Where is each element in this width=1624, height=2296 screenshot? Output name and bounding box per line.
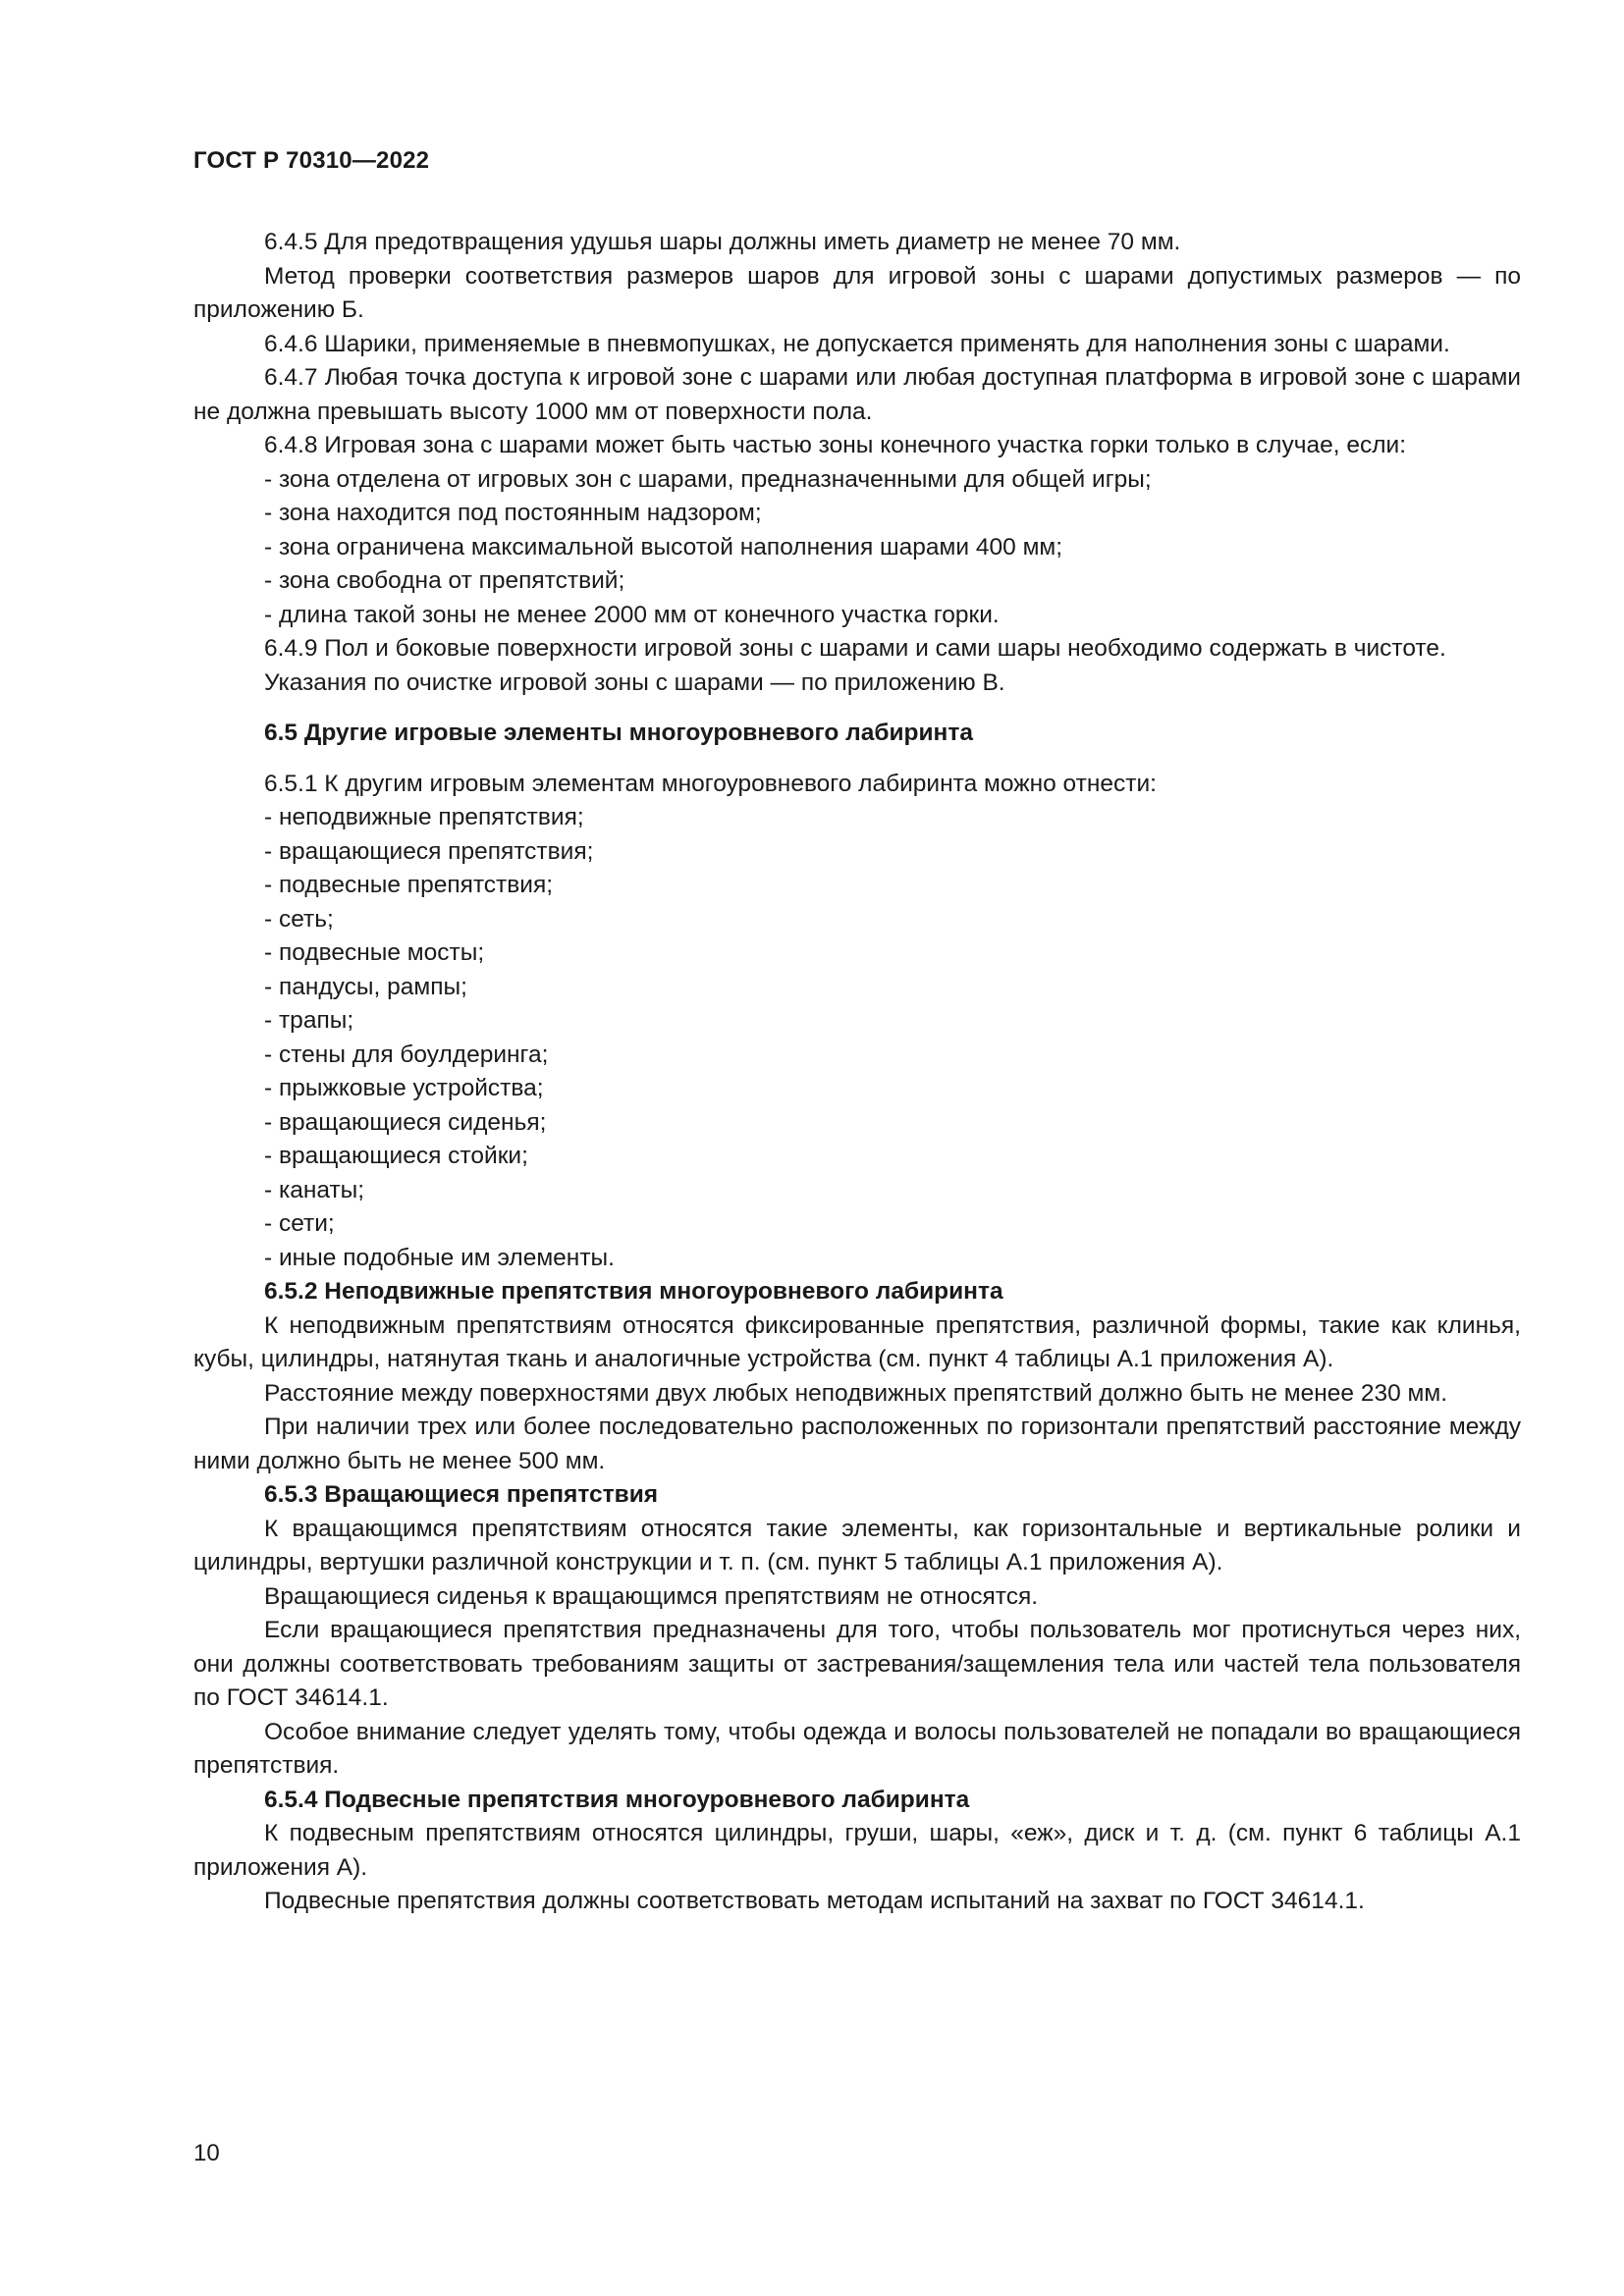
list-6-4-8: [193, 463, 1521, 633]
document-page: [193, 0, 1521, 2296]
paragraph-6-4-5-method: Метод проверки соответствия размеров шаров для игровой зоны с шарами допустимых размеров — по приложению Б.: [193, 262, 1521, 323]
paragraph-6-4-8: 6.4.8 Игровая зона с шарами может быть частью зоны конечного участка горки только в случае, если:: [264, 432, 1407, 458]
paragraph-6-5-3-d: Особое внимание следует уделять тому, чтобы одежда и волосы пользователей не попадали во вращающиеся препятствия.: [193, 1718, 1521, 1779]
paragraph-6-5-1: 6.5.1 К другим игровым элементам многоуровневого лабиринта можно отнести:: [264, 770, 1157, 797]
list-item: - канаты;: [264, 1176, 365, 1203]
list-item: - вращающиеся препятствия;: [264, 837, 594, 865]
list-item: - зона свободна от препятствий;: [264, 567, 625, 594]
list-6-5-1: [193, 801, 1521, 1275]
list-item: - длина такой зоны не менее 2000 мм от конечного участка горки.: [264, 601, 1000, 628]
list-item: - вращающиеся стойки;: [264, 1143, 528, 1169]
paragraph-6-5-2-c: При наличии трех или более последовательно расположенных по горизонтали препятствий расстояние между ними должно быть не менее 500 мм.: [193, 1414, 1521, 1474]
paragraph-6-5-2-b: Расстояние между поверхностями двух любых неподвижных препятствий должно быть не менее 230 мм.: [264, 1379, 1448, 1407]
paragraph-6-4-9: 6.4.9 Пол и боковые поверхности игровой зоны с шарами и сами шары необходимо содержать в чистоте.: [264, 635, 1446, 662]
section-heading-6-5-2: 6.5.2 Неподвижные препятствия многоуровневого лабиринта: [264, 1278, 1003, 1305]
list-item: - трапы;: [264, 1007, 354, 1034]
document-code-header: ГОСТ Р 70310—2022: [193, 147, 430, 174]
list-item: - сеть;: [264, 905, 334, 933]
list-item: - прыжковые устройства;: [264, 1075, 544, 1101]
list-item: - подвесные препятствия;: [264, 872, 554, 898]
list-item: - сети;: [264, 1210, 335, 1237]
paragraph-6-5-3-c: Если вращающиеся препятствия предназначены для того, чтобы пользователь мог протиснуться через них, они должны соответствовать требованиям защиты от застревания/защемления тела или частей тела пользователя по ГОСТ 34614.1.: [193, 1617, 1521, 1711]
list-item: - зона ограничена максимальной высотой наполнения шарами 400 мм;: [264, 533, 1063, 561]
list-item: - стены для боулдеринга;: [264, 1041, 549, 1068]
paragraph-6-5-3-a: К вращающимся препятствиям относятся такие элементы, как горизонтальные и вертикальные ролики и цилиндры, вертушки различной конструкции и т. п. (см. пункт 5 таблицы А.1 приложения А).: [193, 1515, 1521, 1575]
list-item: - зона отделена от игровых зон с шарами, предназначенными для общей игры;: [264, 465, 1152, 493]
list-item: - зона находится под постоянным надзором;: [264, 500, 762, 526]
paragraph-6-4-9-cleaning: Указания по очистке игровой зоны с шарами — по приложению В.: [264, 668, 1005, 696]
section-heading-6-5-3: 6.5.3 Вращающиеся препятствия: [264, 1481, 659, 1508]
list-item: - иные подобные им элементы.: [264, 1244, 615, 1271]
paragraph-6-5-2-a: К неподвижным препятствиям относятся фиксированные препятствия, различной формы, такие как клинья, кубы, цилиндры, натянутая ткань и аналогичные устройства (см. пункт 4 таблицы А.1 приложения А).: [193, 1311, 1521, 1372]
list-item: - вращающиеся сиденья;: [264, 1108, 547, 1136]
section-heading-6-5-4: 6.5.4 Подвесные препятствия многоуровневого лабиринта: [264, 1786, 970, 1813]
page-number: 10: [193, 2140, 220, 2166]
paragraph-6-5-4-a: К подвесным препятствиям относятся цилиндры, груши, шары, «еж», диск и т. д. (см. пункт 6 таблицы А.1 приложения А).: [193, 1820, 1521, 1881]
list-item: - пандусы, рампы;: [264, 973, 467, 1000]
list-item: - неподвижные препятствия;: [264, 804, 584, 830]
list-item: - подвесные мосты;: [264, 939, 485, 966]
paragraph-6-4-7: 6.4.7 Любая точка доступа к игровой зоне с шарами или любая доступная платформа в игровой зоне с шарами не должна превышать высоту 1000 мм от поверхности пола.: [193, 364, 1521, 425]
paragraph-6-5-4-b: Подвесные препятствия должны соответствовать методам испытаний на захват по ГОСТ 34614.1.: [264, 1888, 1365, 1914]
paragraph-6-4-6: 6.4.6 Шарики, применяемые в пневмопушках, не допускается применять для наполнения зоны с шарами.: [264, 330, 1450, 357]
paragraph-6-5-3-b: Вращающиеся сиденья к вращающимся препятствиям не относятся.: [264, 1582, 1039, 1610]
section-heading-6-5: 6.5 Другие игровые элементы многоуровневого лабиринта: [264, 720, 973, 746]
paragraph-6-4-5: 6.4.5 Для предотвращения удушья шары должны иметь диаметр не менее 70 мм.: [264, 229, 1181, 255]
document-body: [193, 226, 1521, 1919]
